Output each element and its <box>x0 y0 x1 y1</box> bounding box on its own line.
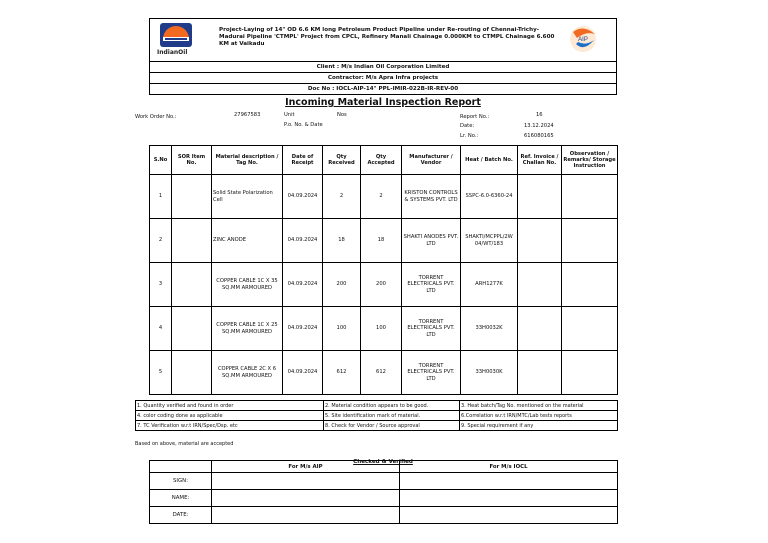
cell-observation <box>562 351 618 395</box>
report-title: Incoming Material Inspection Report <box>285 97 481 108</box>
col-header: Ref. Invoice / Challan No. <box>518 146 562 175</box>
work-order-value: 27967583 <box>234 112 261 118</box>
col-header: Observation / Remarks/ Storage Instruction <box>562 146 618 175</box>
checklist-item: 9. Special requirement if any <box>460 421 618 431</box>
signature-table <box>149 460 618 524</box>
work-order-label: Work Order No.: <box>135 114 177 120</box>
checklist-item: 6.Correlation w.r.t IRN/MTC/Lab tests reports <box>460 411 618 421</box>
date-sign-label: DATE: <box>150 507 212 524</box>
cell-desc: COPPER CABLE 1C X 25 SQ.MM ARMOURED <box>212 307 283 351</box>
cell-sno: 5 <box>150 351 172 395</box>
acceptance-statement: Based on above, material are accepted <box>135 441 234 447</box>
cell-date: 04.09.2024 <box>283 219 323 263</box>
cell-invoice <box>518 307 562 351</box>
cell-qty-accepted: 2 <box>361 175 402 219</box>
name-row <box>150 490 618 507</box>
unit-value: Nos <box>337 112 347 118</box>
cell-invoice <box>518 263 562 307</box>
table-header-row <box>150 146 618 175</box>
cell-qty-accepted: 200 <box>361 263 402 307</box>
cell-observation <box>562 219 618 263</box>
col-header: Heat / Batch No. <box>461 146 518 175</box>
svg-text:AIP: AIP <box>578 37 588 43</box>
cell-desc: Solid State Polarization Cell <box>212 175 283 219</box>
logo-label: IndianOil <box>157 49 188 56</box>
date-row <box>150 507 618 524</box>
indianoil-logo-icon <box>158 22 194 48</box>
table-row <box>150 175 618 219</box>
cell-date: 04.09.2024 <box>283 175 323 219</box>
cell-vendor: TORRENT ELECTRICALS PVT. LTD <box>402 307 461 351</box>
report-no-value: 16 <box>536 112 543 118</box>
col-header: SOR Item No. <box>172 146 212 175</box>
cell-heat: ARH1277K <box>461 263 518 307</box>
table-row <box>150 219 618 263</box>
for-iocl-label: For M/s IOCL <box>400 461 618 473</box>
cell-invoice <box>518 219 562 263</box>
iocl-name-field[interactable] <box>400 490 618 507</box>
cell-sno: 2 <box>150 219 172 263</box>
col-header: S.No <box>150 146 172 175</box>
inspection-table <box>149 145 618 395</box>
col-header: Material description / Tag No. <box>212 146 283 175</box>
cell-sno: 3 <box>150 263 172 307</box>
cell-qty-accepted: 18 <box>361 219 402 263</box>
lr-no-label: Lr. No.: <box>460 133 479 139</box>
checklist-item: 5. Site identification mark of material. <box>324 411 460 421</box>
checklist-row <box>136 411 618 421</box>
table-row <box>150 351 618 395</box>
iocl-sign-field[interactable] <box>400 473 618 490</box>
cell-qty-received: 200 <box>323 263 361 307</box>
cell-date: 04.09.2024 <box>283 307 323 351</box>
cell-sor <box>172 307 212 351</box>
checklist-table <box>135 400 618 431</box>
sign-row <box>150 473 618 490</box>
cell-sor <box>172 219 212 263</box>
po-label: P.o. No. & Date <box>284 122 323 128</box>
cell-invoice <box>518 175 562 219</box>
contractor-line: Contractor: M/s Apra Infra projects <box>149 73 617 84</box>
table-row <box>150 307 618 351</box>
checklist-item: 8. Check for Vendor / Source approval <box>324 421 460 431</box>
cell-vendor: KRISTON CONTROLS & SYSTEMS PVT. LTD <box>402 175 461 219</box>
project-title: Project-Laying of 14" OD 6.6 KM long Petroleum Product Pipeline under Re-routing of Chennai-Trichy-Madurai Pipeline 'CTMPL' Project from CPCL, Refinery Manali Chainage 0.000KM to CTMPL Chainage 6.600 KM at Vaikadu <box>219 27 555 47</box>
checklist-row <box>136 421 618 431</box>
cell-qty-accepted: 612 <box>361 351 402 395</box>
cell-heat: 33H0032K <box>461 307 518 351</box>
col-header: Qty Received <box>323 146 361 175</box>
aip-name-field[interactable] <box>212 490 400 507</box>
cell-observation <box>562 307 618 351</box>
cell-qty-received: 2 <box>323 175 361 219</box>
table-row <box>150 263 618 307</box>
checklist-item: 2. Material condition appears to be good. <box>324 401 460 411</box>
client-line: Client : M/s Indian Oil Corporation Limited <box>149 62 617 73</box>
apra-logo-icon <box>568 22 598 56</box>
signature-header-row <box>150 461 618 473</box>
cell-sno: 1 <box>150 175 172 219</box>
cell-vendor: TORRENT ELECTRICALS PVT. LTD <box>402 263 461 307</box>
col-header: Date of Receipt <box>283 146 323 175</box>
cell-sor <box>172 175 212 219</box>
cell-qty-received: 100 <box>323 307 361 351</box>
cell-vendor: TORRENT ELECTRICALS PVT. LTD <box>402 351 461 395</box>
cell-observation <box>562 263 618 307</box>
checklist-row <box>136 401 618 411</box>
checklist-item: 4. color coding done as applicable <box>136 411 324 421</box>
sign-label: SIGN: <box>150 473 212 490</box>
checklist-item: 3. Heat batch/Tag No. mentioned on the material <box>460 401 618 411</box>
cell-sor <box>172 263 212 307</box>
cell-date: 04.09.2024 <box>283 351 323 395</box>
doc-no-line: Doc No : IOCL-AIP-14" PPL-IMIR-022B-IR-REV-00 <box>149 84 617 95</box>
cell-observation <box>562 175 618 219</box>
cell-sor <box>172 351 212 395</box>
cell-heat: 33H0030K <box>461 351 518 395</box>
date-label: Date: <box>460 123 475 129</box>
aip-date-field[interactable] <box>212 507 400 524</box>
for-aip-label: For M/s AIP <box>212 461 400 473</box>
cell-qty-received: 18 <box>323 219 361 263</box>
cell-date: 04.09.2024 <box>283 263 323 307</box>
col-header: Manufacturer / Vendor <box>402 146 461 175</box>
checked-verified-heading: Checked & Verified <box>353 459 413 465</box>
col-header: Qty Accepted <box>361 146 402 175</box>
checklist-item: 7. TC Verification w.r.t IRN/Spec/Dsp. etc <box>136 421 324 431</box>
unit-label: Unit <box>284 112 295 118</box>
cell-qty-received: 612 <box>323 351 361 395</box>
lr-no-value: 616080165 <box>524 133 554 139</box>
cell-desc: ZINC ANODE <box>212 219 283 263</box>
cell-invoice <box>518 351 562 395</box>
cell-heat: SHAKTI/MCPPL/2W 04/WT/183 <box>461 219 518 263</box>
report-no-label: Report No.: <box>460 114 490 120</box>
cell-sno: 4 <box>150 307 172 351</box>
cell-desc: COPPER CABLE 2C X 6 SQ.MM ARMOURED <box>212 351 283 395</box>
checklist-item: 1. Quantity verified and found in order <box>136 401 324 411</box>
name-label: NAME: <box>150 490 212 507</box>
cell-desc: COPPER CABLE 1C X 35 SQ.MM ARMOURED <box>212 263 283 307</box>
cell-vendor: SHAKTI ANODES PVT. LTD <box>402 219 461 263</box>
cell-heat: SSPC-6.0-6360-24 <box>461 175 518 219</box>
iocl-date-field[interactable] <box>400 507 618 524</box>
cell-qty-accepted: 100 <box>361 307 402 351</box>
date-value: 13.12.2024 <box>524 123 554 129</box>
aip-sign-field[interactable] <box>212 473 400 490</box>
